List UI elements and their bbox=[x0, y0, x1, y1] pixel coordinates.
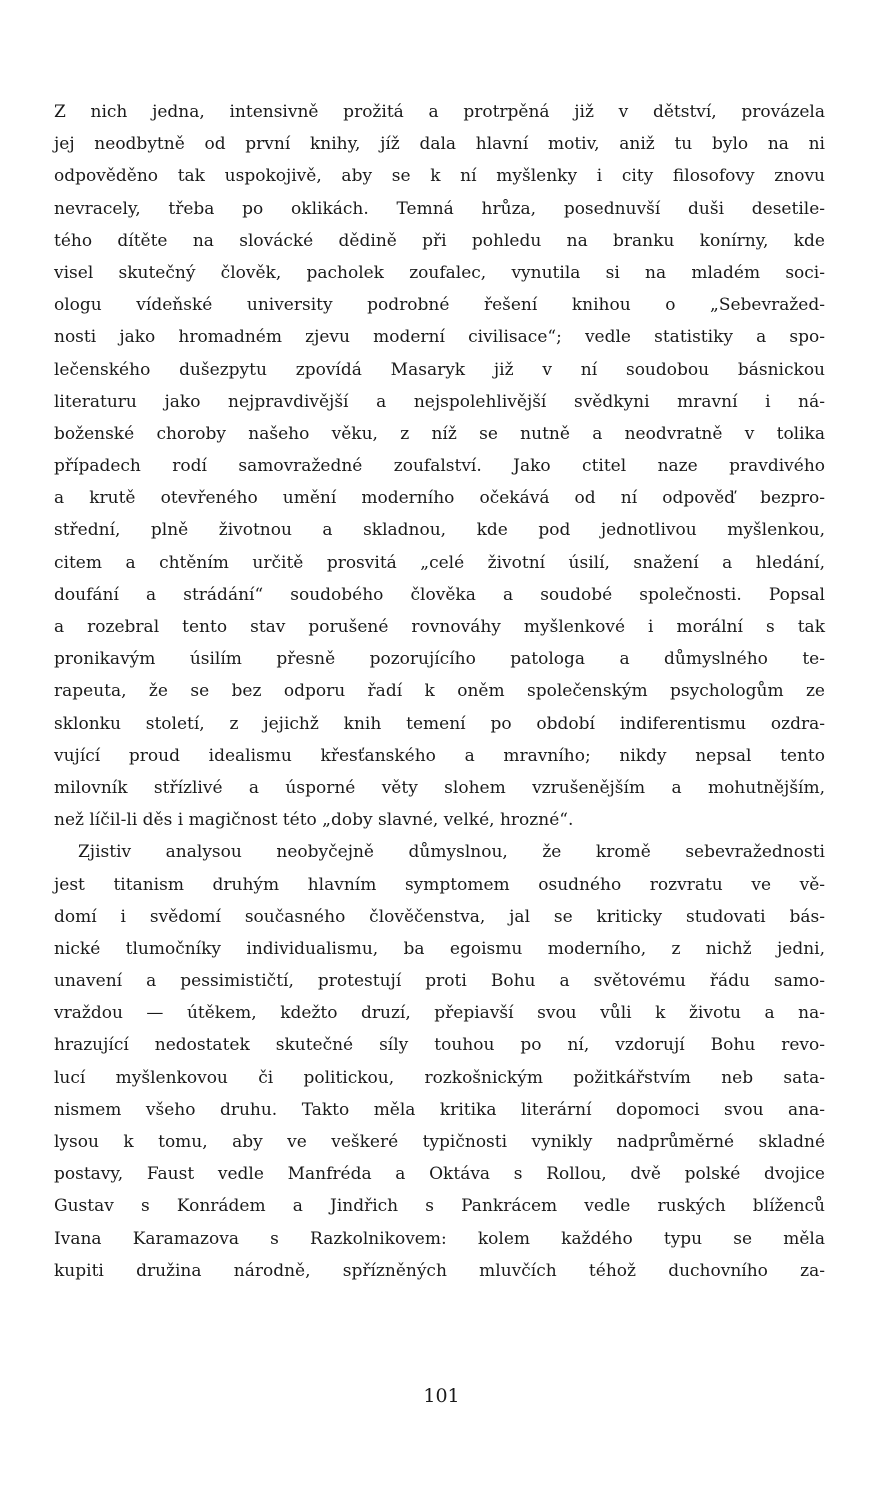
text-line: vující proud idealismu křesťanského a mravního; nikdy nepsal tento bbox=[54, 745, 825, 766]
text-line: jej neodbytně od první knihy, jíž dala hlavní motiv, aniž tu bylo na ni bbox=[54, 134, 825, 155]
page-body bbox=[54, 96, 825, 1287]
text-line: lucí myšlenkovou či politickou, rozkošnickým požitkářstvím neb sata- bbox=[54, 1067, 825, 1088]
text-line: postavy, Faust vedle Manfréda a Oktáva s Rollou, dvě polské dvojice bbox=[54, 1164, 825, 1185]
text-line: visel skutečný člověk, pacholek zoufalec, vynutila si na mladém soci- bbox=[54, 262, 825, 283]
paragraph-1 bbox=[54, 96, 825, 836]
text-line: nismem všeho druhu. Takto měla kritika literární dopomoci svou ana- bbox=[54, 1099, 825, 1120]
text-line: domí i svědomí současného člověčenstva, jal se kriticky studovati bás- bbox=[54, 906, 825, 927]
text-line: nevracely, třeba po oklikách. Temná hrůza, posednuvší duši desetile- bbox=[54, 198, 825, 219]
text-line: případech rodí samovražedné zoufalství. Jako ctitel naze pravdivého bbox=[54, 456, 825, 477]
text-line: nosti jako hromadném zjevu moderní civilisace“; vedle statistiky a spo- bbox=[54, 327, 825, 348]
page-number: 101 bbox=[423, 1385, 460, 1407]
text-line: unavení a pessimističtí, protestují proti Bohu a světovému řádu samo- bbox=[54, 971, 825, 992]
text-line: ologu vídeňské university podrobné řešení knihou o „Sebevražed- bbox=[54, 295, 825, 316]
text-line: Ivana Karamazova s Razkolnikovem: kolem každého typu se měla bbox=[54, 1228, 825, 1249]
text-line: boženské choroby našeho věku, z níž se nutně a neodvratně v tolika bbox=[54, 423, 825, 444]
text-line: jest titanism druhým hlavním symptomem osudného rozvratu ve vě- bbox=[54, 874, 825, 895]
text-line: než líčil-li děs i magičnost této „doby slavné, velké, hrozné“. bbox=[54, 810, 574, 831]
text-line: kupiti družina národně, spřízněných mluvčích téhož duchovního za- bbox=[54, 1260, 825, 1281]
text-line: citem a chtěním určitě prosvitá „celé životní úsilí, snažení a hledání, bbox=[54, 552, 825, 573]
text-line: nické tlumočníky individualismu, ba egoismu moderního, z nichž jedni, bbox=[54, 938, 825, 959]
text-line: rapeuta, že se bez odporu řadí k oněm společenským psychologům ze bbox=[54, 681, 825, 702]
text-line: literaturu jako nejpravdivější a nejspolehlivější svědkyni mravní i ná- bbox=[54, 391, 825, 412]
text-line: sklonku století, z jejichž knih temení po období indiferentismu ozdra- bbox=[54, 713, 825, 734]
text-line: lečenského dušezpytu zpovídá Masaryk již v ní soudobou básnickou bbox=[54, 359, 825, 380]
text-line: odpověděno tak uspokojivě, aby se k ní myšlenky i city filosofovy znovu bbox=[54, 166, 825, 187]
text-line: Gustav s Konrádem a Jindřich s Pankrácem vedle ruských blíženců bbox=[54, 1196, 825, 1217]
text-line: a krutě otevřeného umění moderního očekává od ní odpověď bezpro- bbox=[54, 488, 825, 509]
text-line: vraždou — útěkem, kdežto druzí, přepiavší svou vůli k životu a na- bbox=[54, 1003, 825, 1024]
text-line: pronikavým úsilím přesně pozorujícího patologa a důmyslného te- bbox=[54, 649, 825, 670]
paragraph-2 bbox=[54, 836, 825, 1287]
text-line: Zjistiv analysou neobyčejně důmyslnou, že kromě sebevražednosti bbox=[78, 842, 825, 863]
text-line: Z nich jedna, intensivně prožitá a protrpěná již v dětství, provázela bbox=[54, 102, 825, 122]
text-line: střední, plně životnou a skladnou, kde pod jednotlivou myšlenkou, bbox=[54, 520, 825, 541]
text-line: hrazující nedostatek skutečné síly touhou po ní, vzdorují Bohu revo- bbox=[54, 1035, 825, 1056]
text-line: a rozebral tento stav porušené rovnováhy myšlenkové i morální s tak bbox=[54, 617, 825, 637]
text-line: doufání a strádání“ soudobého člověka a soudobé společnosti. Popsal bbox=[54, 584, 825, 605]
text-line: milovník střízlivé a úsporné věty slohem vzrušenějším a mohutnějším, bbox=[54, 777, 825, 798]
text-line: lysou k tomu, aby ve veškeré typičnosti vynikly nadprůměrné skladné bbox=[54, 1132, 825, 1152]
text-line: tého dítěte na slovácké dědině při pohledu na branku konírny, kde bbox=[54, 230, 825, 251]
